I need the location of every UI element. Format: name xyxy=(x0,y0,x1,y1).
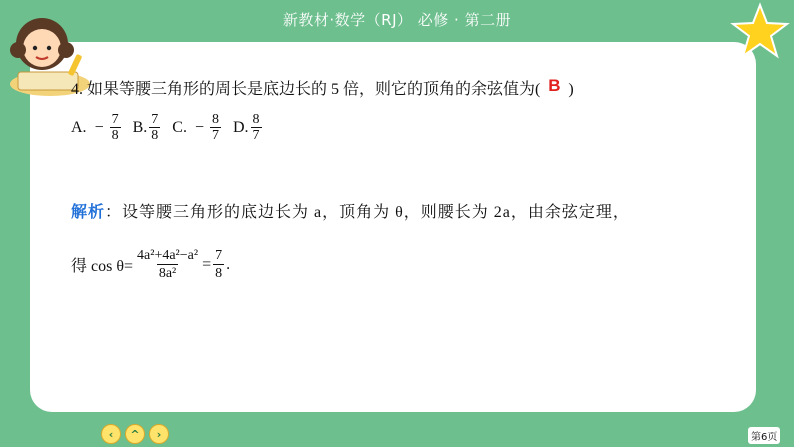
star-icon xyxy=(730,2,790,62)
question-text: 如果等腰三角形的周长是底边长的 5 倍，则它的顶角的余弦值为( xyxy=(87,81,541,98)
option-fraction xyxy=(210,112,221,143)
question-4 xyxy=(71,76,574,99)
option-c xyxy=(172,112,223,143)
analysis-text: ：设等腰三角形的底边长为 a，顶角为 θ，则腰长为 2a，由余弦定理， xyxy=(105,204,630,221)
formula-line xyxy=(71,247,230,282)
question-close: ) xyxy=(568,81,574,98)
option-d xyxy=(233,112,264,143)
answer-options xyxy=(71,112,274,143)
prev-button[interactable]: ‹ xyxy=(101,424,121,444)
option-label: A. xyxy=(71,118,87,136)
fraction-numerator: 8 xyxy=(211,112,219,127)
option-b xyxy=(133,112,163,143)
option-label: C. xyxy=(172,118,187,136)
analysis-line xyxy=(71,199,630,222)
fraction-numerator: 7 xyxy=(111,112,119,127)
option-sign: − xyxy=(194,118,204,136)
next-button[interactable]: › xyxy=(149,424,169,444)
fraction-denominator: 7 xyxy=(211,128,219,143)
fraction-denominator: 8 xyxy=(111,128,119,143)
answer-letter: B xyxy=(548,76,561,95)
option-label: D. xyxy=(232,118,249,136)
fraction-denominator: 8 xyxy=(151,128,159,143)
option-sign: − xyxy=(94,118,104,136)
option-label: B. xyxy=(132,118,148,136)
question-number: 4. xyxy=(71,81,83,98)
formula-end: . xyxy=(226,255,231,273)
home-button[interactable]: ^ xyxy=(125,424,145,444)
formula-equals: = xyxy=(202,255,212,273)
formula-result xyxy=(213,247,224,282)
option-a xyxy=(71,112,123,143)
fraction-numerator: 8 xyxy=(252,112,260,127)
formula-fraction xyxy=(135,247,200,282)
analysis-label: 解析 xyxy=(71,204,106,221)
result-denominator: 8 xyxy=(215,266,223,281)
formula-denominator: 8a² xyxy=(158,266,177,281)
formula-prefix: 得 cos θ= xyxy=(71,258,134,275)
formula-numerator: 4a²+4a²−a² xyxy=(137,248,199,263)
option-fraction xyxy=(110,112,121,143)
result-numerator: 7 xyxy=(215,248,223,263)
header-title: 新教材·数学（RJ） 必修 · 第二册 xyxy=(282,11,512,29)
fraction-denominator: 7 xyxy=(252,128,260,143)
fraction-numerator: 7 xyxy=(151,112,159,127)
slide-navigation xyxy=(101,424,169,444)
option-fraction xyxy=(251,112,262,143)
option-fraction xyxy=(149,112,160,143)
page-number: 第6页 xyxy=(748,427,780,444)
